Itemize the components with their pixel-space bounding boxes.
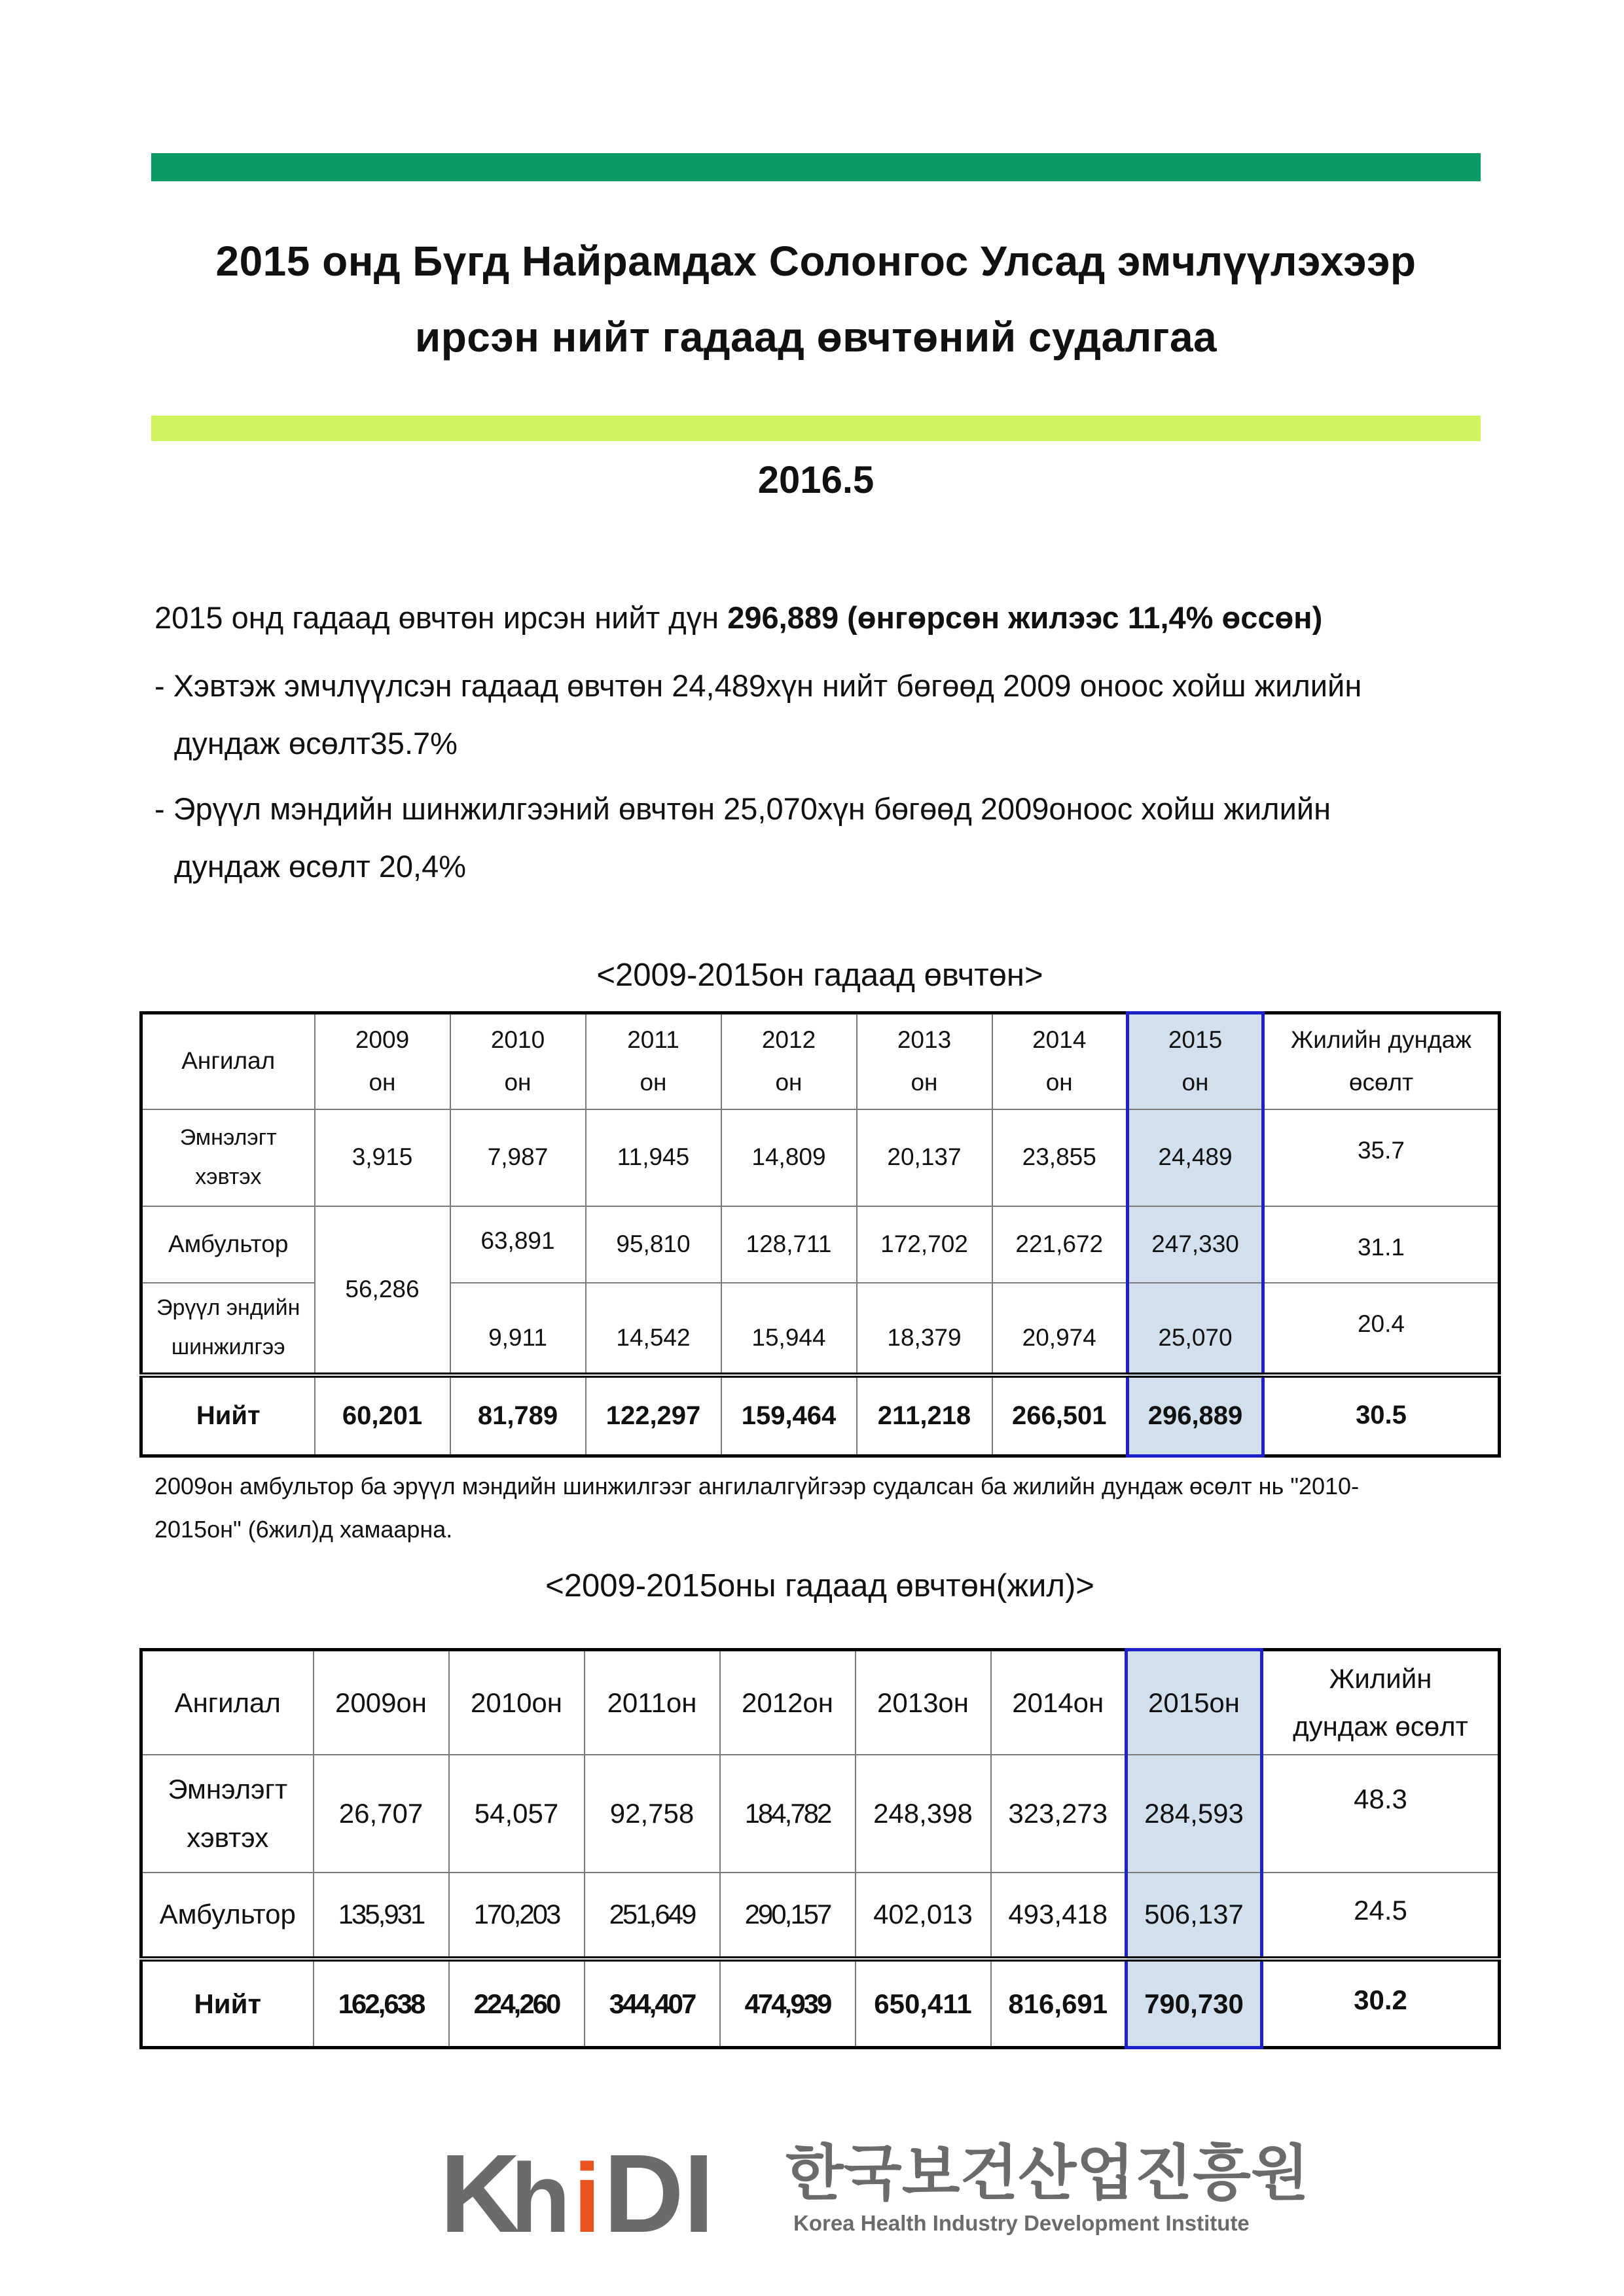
avg-growth-cell: 30.5	[1263, 1375, 1500, 1456]
table-cell: 162,638	[314, 1959, 449, 2048]
table-cell: 54,057	[449, 1755, 585, 1873]
logo-letter-i: i	[573, 2143, 601, 2253]
row-label-checkup: Эрүүл эндийн шинжилгээ	[141, 1283, 315, 1375]
summary-inpatient: - Хэвтэж эмчлүүлсэн гадаад өвчтөн 24,489хүн нийт бөгөөд 2009 оноос хойш жилийн	[154, 668, 1362, 703]
page-title-line2: ирсэн нийт гадаад өвчтөний судалгаа	[414, 314, 1218, 361]
logo-letter-k: K	[440, 2132, 520, 2256]
table-cell: 247,330	[1128, 1206, 1263, 1283]
table-cell: 224,260	[449, 1959, 585, 2048]
table-row	[141, 1755, 1500, 1873]
header-year-2010: 2010он	[449, 1650, 585, 1755]
table-cell: 18,379	[857, 1283, 992, 1375]
table-cell: 170,203	[449, 1873, 585, 1959]
header-year-2012: 2012он	[720, 1650, 856, 1755]
avg-growth-cell: 31.1	[1263, 1206, 1500, 1283]
table-row	[141, 1109, 1500, 1206]
header-avg-growth: Жилийн дундаж өсөлт	[1263, 1013, 1500, 1109]
table-cell: 184,782	[720, 1755, 856, 1873]
header-year-2010: 2010 он	[450, 1013, 586, 1109]
avg-growth-cell: 20.4	[1263, 1283, 1500, 1375]
khidi-logo-graphic	[440, 2132, 1309, 2256]
patient-days-table	[139, 1648, 1501, 2049]
table-cell: 248,398	[856, 1755, 991, 1873]
table-cell: 92,758	[585, 1755, 720, 1873]
page-title-line1: 2015 онд Бүгд Найрамдах Солонгос Улсад эмчлүүлэхээр	[215, 238, 1416, 285]
table-cell: 135,931	[314, 1873, 449, 1959]
table-cell: 24,489	[1128, 1109, 1263, 1206]
table2-caption: <2009-2015оны гадаад өвчтөн(жил)>	[545, 1568, 1094, 1604]
table-cell: 159,464	[721, 1375, 857, 1456]
table-row	[141, 1206, 1500, 1283]
table-cell: 474,939	[720, 1959, 856, 2048]
row-label-inpatient: Эмнэлэгт хэвтэх	[141, 1109, 315, 1206]
table-row	[141, 1873, 1500, 1959]
logo-letter-i2: I	[683, 2132, 715, 2256]
khidi-logo	[440, 2132, 1309, 2256]
summary-inpatient-growth: дундаж өсөлт35.7%	[174, 726, 458, 761]
table-cell: 60,201	[315, 1375, 450, 1456]
table-total-row	[141, 1959, 1500, 2048]
logo-korean-name: 한국보건산업진흥원	[785, 2140, 1309, 2207]
total-label: Нийт	[141, 1959, 314, 2048]
header-year-2013: 2013 он	[857, 1013, 992, 1109]
table-total-row	[141, 1375, 1500, 1456]
table-cell: 25,070	[1128, 1283, 1263, 1375]
table-cell: 816,691	[991, 1959, 1127, 2048]
header-avg-growth: Жилийн дундаж өсөлт	[1262, 1650, 1500, 1755]
header-category: Ангилал	[141, 1013, 315, 1109]
table1-caption: <2009-2015он гадаад өвчтөн>	[596, 958, 1043, 993]
table-cell: 11,945	[586, 1109, 721, 1206]
table-cell: 493,418	[991, 1873, 1127, 1959]
header-year-2011: 2011он	[585, 1650, 720, 1755]
table-cell: 20,137	[857, 1109, 992, 1206]
table-cell: 284,593	[1127, 1755, 1262, 1873]
avg-growth-cell: 48.3	[1262, 1755, 1500, 1873]
table-cell: 95,810	[586, 1206, 721, 1283]
summary-checkup-growth: дундаж өсөлт 20,4%	[174, 849, 466, 884]
patients-table	[139, 1011, 1501, 1458]
table-cell: 402,013	[856, 1873, 991, 1959]
total-label: Нийт	[141, 1375, 315, 1456]
table-cell: 211,218	[857, 1375, 992, 1456]
avg-growth-cell: 30.2	[1262, 1959, 1500, 2048]
header-green-bar	[151, 153, 1481, 181]
header-year-2015: 2015 он	[1128, 1013, 1263, 1109]
avg-growth-cell: 35.7	[1263, 1109, 1500, 1206]
table-cell: 122,297	[586, 1375, 721, 1456]
summary-total	[154, 602, 1322, 633]
table-cell: 23,855	[992, 1109, 1128, 1206]
table-cell: 26,707	[314, 1755, 449, 1873]
table-cell: 266,501	[992, 1375, 1128, 1456]
table1-note-line2: 2015он" (6жил)д хамаарна.	[154, 1516, 453, 1543]
row-label-outpatient: Амбультор	[141, 1873, 314, 1959]
table-cell: 128,711	[721, 1206, 857, 1283]
logo-english-name: Korea Health Industry Development Institute	[793, 2211, 1250, 2235]
table-cell: 506,137	[1127, 1873, 1262, 1959]
header-year-2009: 2009он	[314, 1650, 449, 1755]
table-cell: 790,730	[1127, 1959, 1262, 2048]
table-cell: 7,987	[450, 1109, 586, 1206]
logo-letter-h: h	[511, 2143, 571, 2253]
row-label-outpatient: Амбультор	[141, 1206, 315, 1283]
report-date: 2016.5	[757, 459, 875, 501]
table-cell: 251,649	[585, 1873, 720, 1959]
header-year-2015: 2015он	[1127, 1650, 1262, 1755]
table-cell: 650,411	[856, 1959, 991, 2048]
table-cell: 81,789	[450, 1375, 586, 1456]
table-cell: 323,273	[991, 1755, 1127, 1873]
header-lime-bar	[151, 416, 1481, 441]
table-cell: 9,911	[450, 1283, 586, 1375]
table-cell: 296,889	[1128, 1375, 1263, 1456]
table-cell: 14,542	[586, 1283, 721, 1375]
table-cell: 290,157	[720, 1873, 856, 1959]
table-cell: 15,944	[721, 1283, 857, 1375]
summary-checkup: - Эрүүл мэндийн шинжилгээний өвчтөн 25,070хүн бөгөөд 2009оноос хойш жилийн	[154, 791, 1331, 826]
table-cell: 14,809	[721, 1109, 857, 1206]
header-category: Ангилал	[141, 1650, 314, 1755]
table-cell: 63,891	[450, 1206, 586, 1283]
table-cell: 172,702	[857, 1206, 992, 1283]
header-year-2011: 2011 он	[586, 1013, 721, 1109]
header-year-2014: 2014он	[991, 1650, 1127, 1755]
table-cell: 344,407	[585, 1959, 720, 2048]
table-header-row	[141, 1013, 1500, 1109]
table-header-row	[141, 1650, 1500, 1755]
summary-total-bold: 296,889 (өнгөрсөн жилээс 11,4% өссөн)	[727, 600, 1323, 635]
header-year-2014: 2014 он	[992, 1013, 1128, 1109]
header-year-2009: 2009 он	[315, 1013, 450, 1109]
summary-total-prefix: 2015 онд гадаад өвчтөн ирсэн нийт дүн	[154, 600, 728, 635]
table-cell: 20,974	[992, 1283, 1128, 1375]
logo-letter-d: D	[604, 2132, 684, 2256]
table-cell: 221,672	[992, 1206, 1128, 1283]
row-label-inpatient: Эмнэлэгт хэвтэх	[141, 1755, 314, 1873]
header-year-2012: 2012 он	[721, 1013, 857, 1109]
avg-growth-cell: 24.5	[1262, 1873, 1500, 1959]
header-year-2013: 2013он	[856, 1650, 991, 1755]
table-cell: 3,915	[315, 1109, 450, 1206]
table1-note-line1: 2009он амбультор ба эрүүл мэндийн шинжилгээг ангилалгүйгээр судалсан ба жилийн дундаж өсөлт нь "2010-	[154, 1473, 1360, 1499]
merged-2009-cell: 56,286	[315, 1206, 450, 1375]
